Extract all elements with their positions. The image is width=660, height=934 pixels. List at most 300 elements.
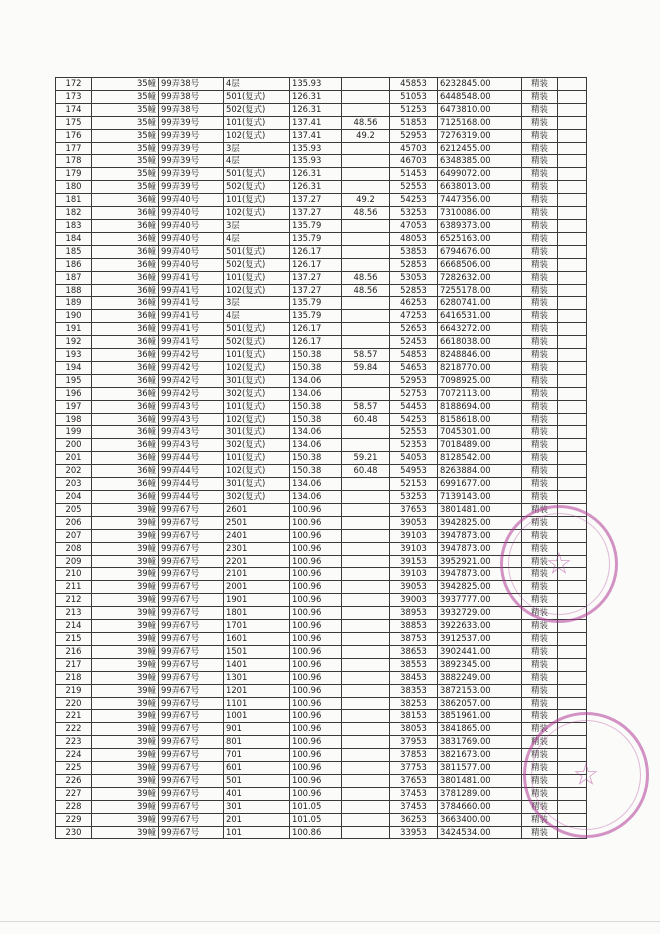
cell-building: 36幢 bbox=[92, 284, 159, 297]
cell-area: 135.79 bbox=[290, 297, 342, 310]
cell-building: 39幢 bbox=[92, 529, 159, 542]
cell-total-price: 7045301.00 bbox=[438, 426, 522, 439]
cell-area: 100.96 bbox=[290, 774, 342, 787]
table-row bbox=[56, 620, 587, 633]
cell-building: 35幢 bbox=[92, 116, 159, 129]
cell-finish-status: 精装 bbox=[522, 542, 558, 555]
cell-total-price: 3781289.00 bbox=[438, 787, 522, 800]
cell-building: 39幢 bbox=[92, 684, 159, 697]
cell-building: 36幢 bbox=[92, 194, 159, 207]
cell-row-number: 210 bbox=[56, 568, 92, 581]
cell-inner-area bbox=[342, 723, 390, 736]
cell-unit-price: 38853 bbox=[390, 620, 438, 633]
cell-address: 99弄67号 bbox=[159, 710, 224, 723]
cell-finish-status: 精装 bbox=[522, 762, 558, 775]
cell-room: 1201 bbox=[224, 684, 290, 697]
cell-address: 99弄67号 bbox=[159, 826, 224, 839]
cell-unit-price: 38953 bbox=[390, 607, 438, 620]
cell-building: 39幢 bbox=[92, 697, 159, 710]
cell-address: 99弄41号 bbox=[159, 271, 224, 284]
cell-inner-area: 48.56 bbox=[342, 207, 390, 220]
cell-address: 99弄67号 bbox=[159, 736, 224, 749]
cell-room: 3层 bbox=[224, 297, 290, 310]
cell-inner-area bbox=[342, 426, 390, 439]
cell-room: 102(复式) bbox=[224, 284, 290, 297]
cell-inner-area bbox=[342, 387, 390, 400]
table-row bbox=[56, 826, 587, 839]
cell-total-price: 3912537.00 bbox=[438, 632, 522, 645]
cell-blank bbox=[558, 387, 587, 400]
cell-address: 99弄43号 bbox=[159, 426, 224, 439]
cell-unit-price: 45853 bbox=[390, 78, 438, 91]
table-row bbox=[56, 168, 587, 181]
cell-room: 3层 bbox=[224, 219, 290, 232]
cell-unit-price: 52153 bbox=[390, 478, 438, 491]
cell-inner-area bbox=[342, 710, 390, 723]
cell-row-number: 225 bbox=[56, 762, 92, 775]
cell-area: 134.06 bbox=[290, 478, 342, 491]
cell-building: 35幢 bbox=[92, 103, 159, 116]
cell-address: 99弄41号 bbox=[159, 336, 224, 349]
cell-address: 99弄39号 bbox=[159, 168, 224, 181]
cell-blank bbox=[558, 620, 587, 633]
cell-room: 2501 bbox=[224, 516, 290, 529]
cell-finish-status: 精装 bbox=[522, 529, 558, 542]
cell-finish-status: 精装 bbox=[522, 207, 558, 220]
cell-room: 302(复式) bbox=[224, 491, 290, 504]
cell-blank bbox=[558, 349, 587, 362]
cell-building: 36幢 bbox=[92, 413, 159, 426]
cell-row-number: 179 bbox=[56, 168, 92, 181]
cell-row-number: 228 bbox=[56, 800, 92, 813]
cell-room: 4层 bbox=[224, 232, 290, 245]
cell-blank bbox=[558, 129, 587, 142]
cell-address: 99弄67号 bbox=[159, 620, 224, 633]
cell-total-price: 7310086.00 bbox=[438, 207, 522, 220]
cell-address: 99弄67号 bbox=[159, 542, 224, 555]
cell-address: 99弄67号 bbox=[159, 516, 224, 529]
cell-area: 150.38 bbox=[290, 465, 342, 478]
cell-room: 1401 bbox=[224, 658, 290, 671]
cell-blank bbox=[558, 207, 587, 220]
cell-address: 99弄67号 bbox=[159, 787, 224, 800]
cell-room: 301 bbox=[224, 800, 290, 813]
cell-row-number: 195 bbox=[56, 374, 92, 387]
page-bottom-rule bbox=[0, 921, 660, 922]
cell-area: 135.79 bbox=[290, 219, 342, 232]
cell-area: 100.96 bbox=[290, 568, 342, 581]
cell-finish-status: 精装 bbox=[522, 297, 558, 310]
cell-row-number: 196 bbox=[56, 387, 92, 400]
cell-address: 99弄41号 bbox=[159, 323, 224, 336]
cell-row-number: 208 bbox=[56, 542, 92, 555]
cell-unit-price: 36253 bbox=[390, 813, 438, 826]
cell-inner-area bbox=[342, 787, 390, 800]
cell-total-price: 6668506.00 bbox=[438, 258, 522, 271]
cell-unit-price: 53053 bbox=[390, 271, 438, 284]
cell-address: 99弄39号 bbox=[159, 116, 224, 129]
cell-total-price: 7139143.00 bbox=[438, 491, 522, 504]
cell-blank bbox=[558, 749, 587, 762]
cell-unit-price: 51053 bbox=[390, 90, 438, 103]
cell-area: 126.31 bbox=[290, 103, 342, 116]
cell-inner-area bbox=[342, 620, 390, 633]
cell-room: 102(复式) bbox=[224, 465, 290, 478]
cell-blank bbox=[558, 413, 587, 426]
cell-address: 99弄40号 bbox=[159, 194, 224, 207]
cell-address: 99弄41号 bbox=[159, 310, 224, 323]
cell-unit-price: 46253 bbox=[390, 297, 438, 310]
cell-room: 101(复式) bbox=[224, 400, 290, 413]
table-row bbox=[56, 155, 587, 168]
cell-area: 134.06 bbox=[290, 374, 342, 387]
cell-row-number: 219 bbox=[56, 684, 92, 697]
cell-finish-status: 精装 bbox=[522, 710, 558, 723]
cell-row-number: 217 bbox=[56, 658, 92, 671]
cell-address: 99弄44号 bbox=[159, 465, 224, 478]
cell-building: 39幢 bbox=[92, 826, 159, 839]
cell-row-number: 191 bbox=[56, 323, 92, 336]
cell-finish-status: 精装 bbox=[522, 116, 558, 129]
cell-area: 100.96 bbox=[290, 723, 342, 736]
cell-inner-area bbox=[342, 78, 390, 91]
cell-blank bbox=[558, 155, 587, 168]
cell-row-number: 213 bbox=[56, 607, 92, 620]
cell-row-number: 218 bbox=[56, 671, 92, 684]
cell-inner-area: 59.84 bbox=[342, 361, 390, 374]
cell-total-price: 3922633.00 bbox=[438, 620, 522, 633]
table-row bbox=[56, 297, 587, 310]
cell-inner-area bbox=[342, 594, 390, 607]
table-row bbox=[56, 787, 587, 800]
cell-building: 39幢 bbox=[92, 620, 159, 633]
cell-unit-price: 38153 bbox=[390, 710, 438, 723]
cell-inner-area bbox=[342, 503, 390, 516]
cell-building: 39幢 bbox=[92, 658, 159, 671]
cell-address: 99弄67号 bbox=[159, 762, 224, 775]
cell-total-price: 3947873.00 bbox=[438, 529, 522, 542]
cell-row-number: 212 bbox=[56, 594, 92, 607]
cell-finish-status: 精装 bbox=[522, 155, 558, 168]
cell-address: 99弄40号 bbox=[159, 232, 224, 245]
cell-total-price: 7125168.00 bbox=[438, 116, 522, 129]
cell-finish-status: 精装 bbox=[522, 374, 558, 387]
cell-row-number: 209 bbox=[56, 555, 92, 568]
cell-inner-area bbox=[342, 90, 390, 103]
cell-finish-status: 精装 bbox=[522, 555, 558, 568]
cell-blank bbox=[558, 736, 587, 749]
cell-unit-price: 38753 bbox=[390, 632, 438, 645]
cell-room: 1901 bbox=[224, 594, 290, 607]
cell-blank bbox=[558, 774, 587, 787]
cell-inner-area bbox=[342, 478, 390, 491]
table-row bbox=[56, 465, 587, 478]
cell-total-price: 3947873.00 bbox=[438, 568, 522, 581]
table-row bbox=[56, 232, 587, 245]
cell-area: 135.93 bbox=[290, 155, 342, 168]
cell-inner-area bbox=[342, 774, 390, 787]
cell-finish-status: 精装 bbox=[522, 413, 558, 426]
cell-finish-status: 精装 bbox=[522, 336, 558, 349]
cell-blank bbox=[558, 258, 587, 271]
cell-area: 137.27 bbox=[290, 271, 342, 284]
cell-area: 126.17 bbox=[290, 336, 342, 349]
cell-unit-price: 52853 bbox=[390, 284, 438, 297]
cell-unit-price: 37453 bbox=[390, 800, 438, 813]
cell-row-number: 205 bbox=[56, 503, 92, 516]
cell-finish-status: 精装 bbox=[522, 387, 558, 400]
table-row bbox=[56, 310, 587, 323]
cell-row-number: 185 bbox=[56, 245, 92, 258]
cell-room: 4层 bbox=[224, 155, 290, 168]
cell-unit-price: 53253 bbox=[390, 491, 438, 504]
table-row bbox=[56, 813, 587, 826]
cell-address: 99弄40号 bbox=[159, 207, 224, 220]
cell-inner-area bbox=[342, 568, 390, 581]
cell-unit-price: 37953 bbox=[390, 736, 438, 749]
table-row bbox=[56, 284, 587, 297]
cell-inner-area bbox=[342, 142, 390, 155]
table-row bbox=[56, 439, 587, 452]
cell-room: 2101 bbox=[224, 568, 290, 581]
cell-room: 4层 bbox=[224, 78, 290, 91]
cell-inner-area: 58.57 bbox=[342, 349, 390, 362]
cell-building: 36幢 bbox=[92, 400, 159, 413]
cell-area: 100.96 bbox=[290, 620, 342, 633]
cell-finish-status: 精装 bbox=[522, 658, 558, 671]
cell-finish-status: 精装 bbox=[522, 258, 558, 271]
cell-finish-status: 精装 bbox=[522, 271, 558, 284]
cell-inner-area bbox=[342, 581, 390, 594]
table-row bbox=[56, 581, 587, 594]
cell-room: 901 bbox=[224, 723, 290, 736]
cell-row-number: 224 bbox=[56, 749, 92, 762]
cell-building: 39幢 bbox=[92, 813, 159, 826]
cell-room: 701 bbox=[224, 749, 290, 762]
table-row bbox=[56, 491, 587, 504]
table-row bbox=[56, 594, 587, 607]
cell-address: 99弄39号 bbox=[159, 129, 224, 142]
table-row bbox=[56, 568, 587, 581]
cell-row-number: 203 bbox=[56, 478, 92, 491]
cell-area: 100.96 bbox=[290, 594, 342, 607]
cell-row-number: 177 bbox=[56, 142, 92, 155]
cell-building: 39幢 bbox=[92, 749, 159, 762]
cell-unit-price: 37753 bbox=[390, 762, 438, 775]
cell-address: 99弄38号 bbox=[159, 103, 224, 116]
cell-address: 99弄67号 bbox=[159, 503, 224, 516]
cell-row-number: 206 bbox=[56, 516, 92, 529]
cell-blank bbox=[558, 194, 587, 207]
cell-total-price: 3784660.00 bbox=[438, 800, 522, 813]
cell-total-price: 6416531.00 bbox=[438, 310, 522, 323]
cell-address: 99弄67号 bbox=[159, 749, 224, 762]
cell-finish-status: 精装 bbox=[522, 620, 558, 633]
table-row bbox=[56, 142, 587, 155]
cell-address: 99弄67号 bbox=[159, 800, 224, 813]
cell-inner-area bbox=[342, 736, 390, 749]
cell-building: 36幢 bbox=[92, 439, 159, 452]
cell-building: 36幢 bbox=[92, 374, 159, 387]
cell-blank bbox=[558, 336, 587, 349]
cell-blank bbox=[558, 826, 587, 839]
cell-room: 101(复式) bbox=[224, 452, 290, 465]
cell-total-price: 8218770.00 bbox=[438, 361, 522, 374]
cell-finish-status: 精装 bbox=[522, 645, 558, 658]
cell-finish-status: 精装 bbox=[522, 439, 558, 452]
cell-room: 501 bbox=[224, 774, 290, 787]
table-row bbox=[56, 736, 587, 749]
cell-room: 302(复式) bbox=[224, 439, 290, 452]
cell-address: 99弄67号 bbox=[159, 684, 224, 697]
table-row bbox=[56, 774, 587, 787]
cell-inner-area bbox=[342, 658, 390, 671]
cell-room: 1701 bbox=[224, 620, 290, 633]
cell-building: 39幢 bbox=[92, 516, 159, 529]
cell-unit-price: 51453 bbox=[390, 168, 438, 181]
cell-building: 39幢 bbox=[92, 594, 159, 607]
cell-building: 36幢 bbox=[92, 349, 159, 362]
cell-unit-price: 39103 bbox=[390, 529, 438, 542]
cell-area: 126.17 bbox=[290, 323, 342, 336]
cell-area: 100.96 bbox=[290, 710, 342, 723]
cell-total-price: 7255178.00 bbox=[438, 284, 522, 297]
cell-row-number: 194 bbox=[56, 361, 92, 374]
cell-inner-area: 60.48 bbox=[342, 465, 390, 478]
cell-finish-status: 精装 bbox=[522, 491, 558, 504]
cell-inner-area bbox=[342, 684, 390, 697]
cell-row-number: 202 bbox=[56, 465, 92, 478]
cell-row-number: 207 bbox=[56, 529, 92, 542]
cell-total-price: 3841865.00 bbox=[438, 723, 522, 736]
cell-address: 99弄40号 bbox=[159, 245, 224, 258]
cell-row-number: 201 bbox=[56, 452, 92, 465]
cell-unit-price: 38653 bbox=[390, 645, 438, 658]
cell-area: 150.38 bbox=[290, 361, 342, 374]
cell-room: 501(复式) bbox=[224, 245, 290, 258]
cell-blank bbox=[558, 607, 587, 620]
cell-area: 100.96 bbox=[290, 749, 342, 762]
cell-row-number: 186 bbox=[56, 258, 92, 271]
cell-inner-area: 58.57 bbox=[342, 400, 390, 413]
cell-building: 39幢 bbox=[92, 632, 159, 645]
cell-finish-status: 精装 bbox=[522, 194, 558, 207]
cell-building: 36幢 bbox=[92, 452, 159, 465]
cell-room: 501(复式) bbox=[224, 168, 290, 181]
cell-area: 101.05 bbox=[290, 800, 342, 813]
cell-inner-area bbox=[342, 439, 390, 452]
table-row bbox=[56, 374, 587, 387]
cell-inner-area: 49.2 bbox=[342, 129, 390, 142]
cell-total-price: 8188694.00 bbox=[438, 400, 522, 413]
cell-address: 99弄67号 bbox=[159, 568, 224, 581]
cell-building: 39幢 bbox=[92, 736, 159, 749]
cell-unit-price: 38253 bbox=[390, 697, 438, 710]
cell-room: 2001 bbox=[224, 581, 290, 594]
cell-area: 100.96 bbox=[290, 762, 342, 775]
cell-address: 99弄38号 bbox=[159, 90, 224, 103]
cell-address: 99弄67号 bbox=[159, 555, 224, 568]
cell-room: 101 bbox=[224, 826, 290, 839]
cell-address: 99弄67号 bbox=[159, 529, 224, 542]
cell-area: 126.31 bbox=[290, 168, 342, 181]
table-row bbox=[56, 749, 587, 762]
cell-finish-status: 精装 bbox=[522, 400, 558, 413]
cell-area: 126.17 bbox=[290, 258, 342, 271]
cell-row-number: 229 bbox=[56, 813, 92, 826]
cell-blank bbox=[558, 297, 587, 310]
cell-finish-status: 精装 bbox=[522, 581, 558, 594]
cell-total-price: 6638013.00 bbox=[438, 181, 522, 194]
cell-total-price: 6525163.00 bbox=[438, 232, 522, 245]
cell-total-price: 3821673.00 bbox=[438, 749, 522, 762]
cell-address: 99弄42号 bbox=[159, 349, 224, 362]
cell-row-number: 198 bbox=[56, 413, 92, 426]
cell-row-number: 184 bbox=[56, 232, 92, 245]
table-row bbox=[56, 271, 587, 284]
table-row bbox=[56, 542, 587, 555]
cell-total-price: 3932729.00 bbox=[438, 607, 522, 620]
cell-area: 100.96 bbox=[290, 529, 342, 542]
cell-room: 502(复式) bbox=[224, 258, 290, 271]
cell-area: 137.27 bbox=[290, 194, 342, 207]
cell-finish-status: 精装 bbox=[522, 168, 558, 181]
cell-total-price: 8128542.00 bbox=[438, 452, 522, 465]
cell-building: 39幢 bbox=[92, 607, 159, 620]
cell-blank bbox=[558, 452, 587, 465]
cell-building: 36幢 bbox=[92, 271, 159, 284]
cell-building: 39幢 bbox=[92, 671, 159, 684]
table-row bbox=[56, 426, 587, 439]
cell-unit-price: 39003 bbox=[390, 594, 438, 607]
cell-building: 39幢 bbox=[92, 762, 159, 775]
cell-total-price: 6991677.00 bbox=[438, 478, 522, 491]
cell-blank bbox=[558, 142, 587, 155]
cell-blank bbox=[558, 723, 587, 736]
table-row bbox=[56, 516, 587, 529]
cell-building: 36幢 bbox=[92, 387, 159, 400]
cell-room: 2401 bbox=[224, 529, 290, 542]
cell-blank bbox=[558, 684, 587, 697]
cell-room: 501(复式) bbox=[224, 90, 290, 103]
cell-area: 137.27 bbox=[290, 284, 342, 297]
cell-finish-status: 精装 bbox=[522, 465, 558, 478]
cell-address: 99弄39号 bbox=[159, 181, 224, 194]
cell-total-price: 3424534.00 bbox=[438, 826, 522, 839]
cell-blank bbox=[558, 219, 587, 232]
cell-building: 35幢 bbox=[92, 90, 159, 103]
cell-address: 99弄67号 bbox=[159, 594, 224, 607]
cell-unit-price: 37453 bbox=[390, 787, 438, 800]
cell-row-number: 181 bbox=[56, 194, 92, 207]
cell-unit-price: 52853 bbox=[390, 258, 438, 271]
cell-area: 100.96 bbox=[290, 658, 342, 671]
cell-blank bbox=[558, 555, 587, 568]
cell-row-number: 192 bbox=[56, 336, 92, 349]
cell-inner-area bbox=[342, 245, 390, 258]
cell-row-number: 172 bbox=[56, 78, 92, 91]
cell-inner-area bbox=[342, 103, 390, 116]
cell-inner-area: 48.56 bbox=[342, 284, 390, 297]
cell-address: 99弄40号 bbox=[159, 258, 224, 271]
cell-total-price: 3811577.00 bbox=[438, 762, 522, 775]
cell-inner-area: 60.48 bbox=[342, 413, 390, 426]
cell-room: 301(复式) bbox=[224, 374, 290, 387]
table-row bbox=[56, 684, 587, 697]
cell-finish-status: 精装 bbox=[522, 452, 558, 465]
cell-area: 134.06 bbox=[290, 426, 342, 439]
cell-blank bbox=[558, 439, 587, 452]
